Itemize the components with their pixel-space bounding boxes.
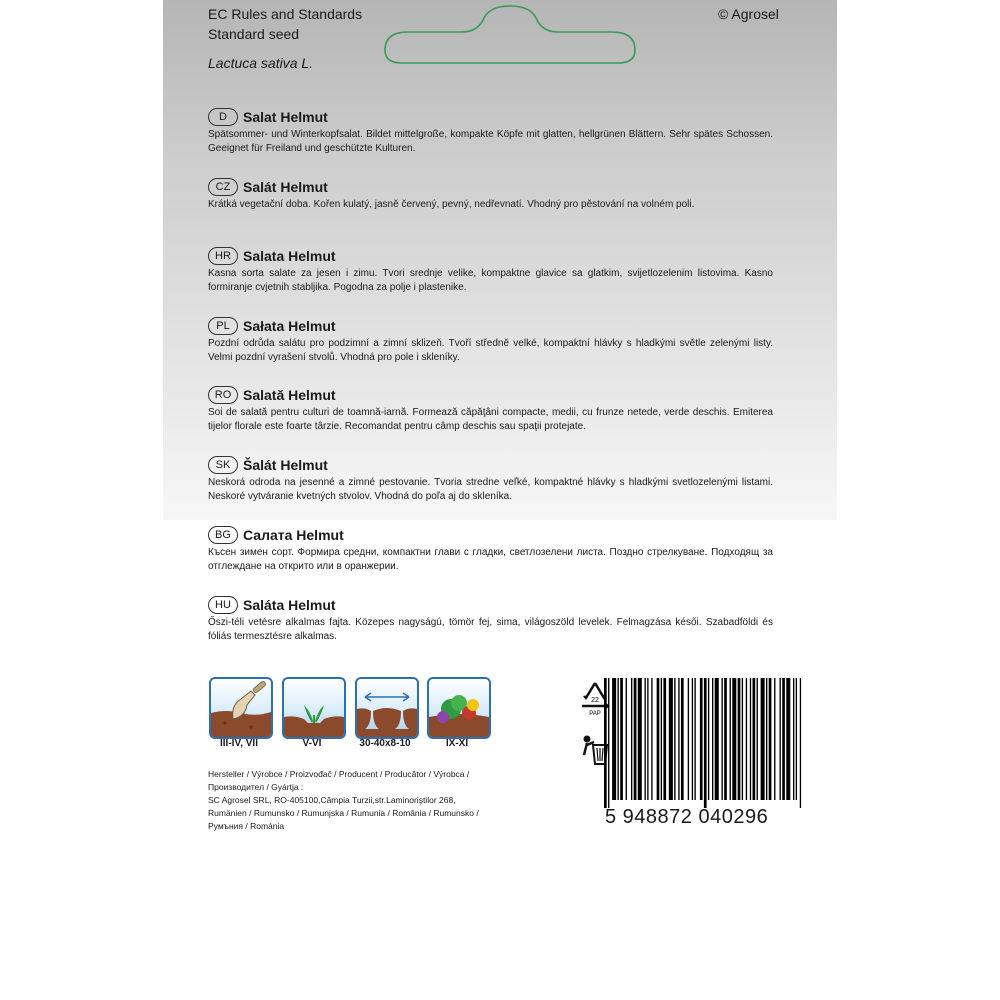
barcode-bar	[715, 678, 719, 800]
barcode-bar	[732, 678, 736, 800]
lang-badge: HR	[208, 247, 238, 265]
section-title: Šalát Helmut	[243, 457, 328, 473]
seed-category: Standard seed	[208, 26, 300, 42]
barcode-bar	[678, 678, 679, 800]
section-cz	[208, 177, 773, 212]
barcode-bar	[634, 678, 637, 800]
barcode-bar	[738, 678, 741, 800]
section-title: Salat Helmut	[243, 109, 328, 125]
section-title: Salata Helmut	[243, 248, 336, 264]
section-text: Soi de salată pentru culturi de toamnă-iarnă. Formează căpăţâni compacte, medii, cu frunze netede, verde deschis. Emiterea tijelor florale este foarte târzie. Recomandat pentru câmp deschis sau spaţii protejate.	[208, 407, 773, 432]
section-text: Късен зимен сорт. Формира средни, компактни глави с гладки, светлозелени листа. Поздно стрелкуване. Подходящ за отглеждане на открито или в оранжерии.	[208, 547, 773, 572]
barcode-bar	[681, 678, 684, 800]
barcode-bar	[620, 678, 623, 800]
barcode-bar	[769, 678, 772, 800]
producer-country: Rumänien / Rumunsko / Rumunjska / Rumunia / România / Rumunsko / Румъния / Románia	[208, 808, 479, 831]
section-de	[208, 107, 773, 156]
section-text: Neskorá odroda na jesenné a zimné pestovanie. Tvoria stredne veľké, kompaktné hlávky s hladkými svetlozelenými listami. Neskoré vytváranie kvetných stvolov. Vhodná do poľa aj do skleníka.	[208, 477, 773, 502]
barcode-bar	[657, 678, 660, 800]
barcode	[602, 678, 805, 808]
spacing-icon	[355, 677, 419, 739]
lang-badge: RO	[208, 386, 238, 404]
section-text: Pozdní odrůda salátu pro podzimní a zimní sklizeň. Tvoří středně velké, kompaktní hlávky s hladkými světle zelenými listy. Velmi pozdní vyrašení stvolů. Vhodná pro pole i skleníky.	[208, 338, 773, 363]
barcode-bar	[724, 678, 727, 800]
barcode-bar	[782, 678, 785, 800]
recycle-code: PAP	[589, 711, 601, 717]
barcode-number: 5 948872 040296	[605, 806, 769, 828]
barcode-bar	[730, 678, 731, 800]
barcode-bar	[669, 678, 673, 800]
barcode-bar	[793, 678, 794, 800]
harvest-icon	[427, 677, 491, 739]
producer-info	[208, 768, 508, 833]
barcode-bar	[780, 678, 781, 800]
barcode-bar	[626, 678, 627, 800]
section-title: Salată Helmut	[243, 387, 336, 403]
barcode-bar	[604, 678, 607, 808]
barcode-bar	[612, 678, 616, 800]
barcode-bar	[753, 678, 756, 800]
barcode-bar	[746, 678, 747, 800]
sowing-caption: III-IV, VII	[220, 738, 258, 749]
section-ro	[208, 385, 773, 434]
section-sk	[208, 455, 773, 504]
barcode-bar	[800, 678, 801, 808]
barcode-bar	[786, 678, 790, 800]
barcode-bar	[766, 678, 767, 800]
barcode-bar	[692, 678, 693, 800]
sowing-trowel-icon	[209, 677, 273, 739]
barcode-bar	[645, 678, 646, 800]
barcode-bar	[661, 678, 662, 800]
section-hu	[208, 595, 773, 644]
barcode-bar	[757, 678, 758, 800]
section-text: Spätsommer- und Winterkopfsalat. Bildet mittelgroße, kompakte Köpfe mit glatten, hellgrünen Blättern. Sehr spätes Schossen. Geeignet für Freiland und geschützte Kulturen.	[208, 129, 773, 154]
barcode-bar	[704, 678, 707, 808]
section-text: Őszi-téli vetésre alkalmas fajta. Közepes nagyságú, tömör fej, sima, világoszöld levelek. Felmagzása késői. Szabadföldi és fóliás termesztésre alkalmas.	[208, 617, 773, 642]
standard-line: EC Rules and Standards	[208, 6, 363, 22]
section-title: Salát Helmut	[243, 179, 328, 195]
barcode-bar	[694, 678, 695, 800]
barcode-bar	[761, 678, 765, 800]
lang-badge: SK	[208, 456, 238, 474]
barcode-bar	[708, 678, 709, 800]
producer-address: SC Agrosel SRL, RO-405100,Câmpia Turzii,str.Laminoriştilor 268,	[208, 795, 456, 805]
barcode-bar	[618, 678, 619, 800]
barcode-bar	[721, 678, 722, 800]
barcode-bar	[712, 678, 713, 800]
section-title: Saláta Helmut	[243, 597, 336, 613]
spacing-caption: 30-40x8-10	[359, 738, 411, 749]
section-hr	[208, 246, 773, 295]
barcode-bar	[663, 678, 666, 800]
lang-badge: HU	[208, 596, 238, 614]
barcode-bar	[742, 678, 743, 800]
barcode-bar	[638, 678, 642, 800]
section-text: Kasna sorta salate za jesen i zimu. Tvori srednje velike, kompaktne glavice sa glatkim, svijetlozelenim listovima. Kasno formiranje cvjetnih stabljika. Pogodna za polje i plastenike.	[208, 268, 773, 293]
barcode-bar	[647, 678, 648, 800]
producer-label: Hersteller / Výrobce / Proizvođač / Producent / Producător / Výrobca / Производител / Gyártja :	[208, 769, 470, 792]
barcode-bar	[700, 678, 703, 800]
lang-badge: PL	[208, 317, 238, 335]
harvest-caption: IX-XI	[445, 738, 469, 749]
hang-hole-icon	[380, 2, 640, 66]
barcode-bar	[631, 678, 632, 800]
lang-badge: BG	[208, 526, 238, 544]
copyright: © Agrosel	[718, 6, 779, 22]
barcode-bar	[674, 678, 675, 800]
section-pl	[208, 316, 773, 365]
barcode-bar	[750, 678, 751, 800]
section-title: Sałata Helmut	[243, 318, 336, 334]
section-bg	[208, 525, 773, 574]
barcode-bar	[688, 678, 689, 800]
seedling-icon	[282, 677, 346, 739]
section-title: Салата Helmut	[243, 527, 344, 543]
species-name: Lactuca sativa L.	[208, 55, 314, 71]
recycle-number: 22	[591, 697, 599, 704]
barcode-bar	[796, 678, 797, 800]
barcode-bar	[774, 678, 775, 800]
barcode-bar	[608, 678, 609, 808]
lang-badge: CZ	[208, 178, 238, 196]
section-text: Krátká vegetační doba. Kořen kulatý, jasně červený, pevný, nedřevnatí. Vhodný pro pěstování na volném poli.	[208, 199, 695, 210]
lang-badge: D	[208, 108, 238, 126]
barcode-bar	[651, 678, 652, 800]
seedling-caption: V-VI	[302, 738, 322, 749]
